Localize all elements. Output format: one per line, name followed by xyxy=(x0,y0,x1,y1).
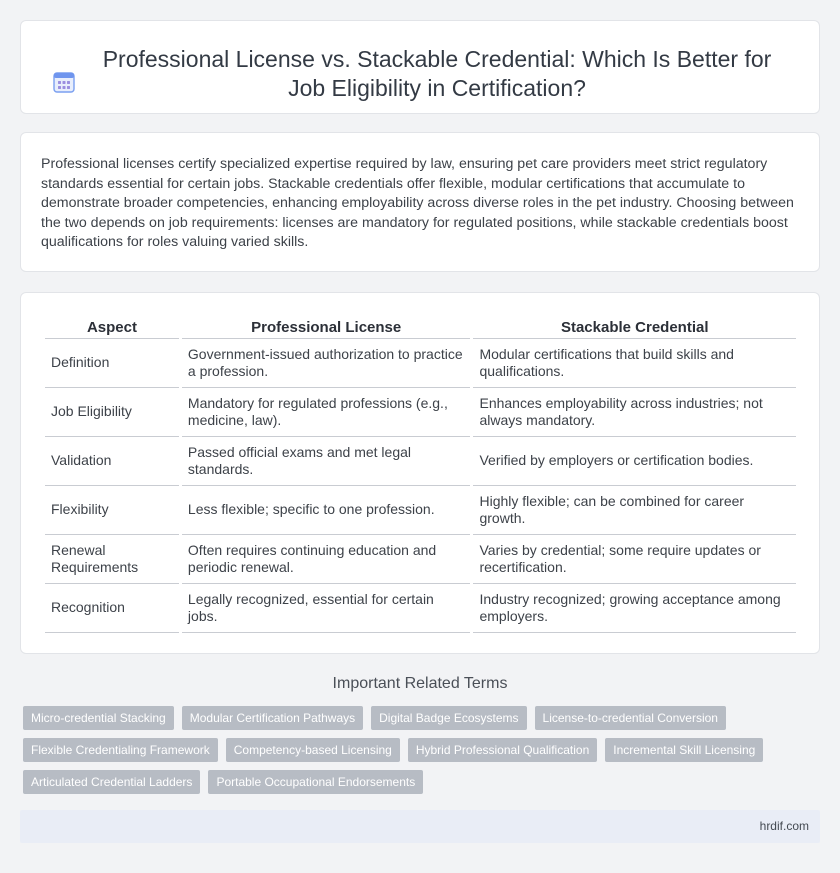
table-row xyxy=(45,339,796,388)
header-stackable-credential: Stackable Credential xyxy=(473,314,796,339)
row-license-value: Government-issued authorization to practice a profession. xyxy=(182,339,471,388)
row-aspect: Renewal Requirements xyxy=(45,535,179,584)
row-credential-value: Enhances employability across industries; not always mandatory. xyxy=(473,388,796,437)
row-credential-value: Industry recognized; growing acceptance among employers. xyxy=(473,584,796,633)
row-credential-value: Varies by credential; some require updates or recertification. xyxy=(473,535,796,584)
related-term-tag[interactable]: Portable Occupational Endorsements xyxy=(208,770,423,794)
related-term-tag[interactable]: Modular Certification Pathways xyxy=(182,706,363,730)
footer-site[interactable]: hrdif.com xyxy=(759,819,809,833)
table-row xyxy=(45,486,796,535)
table-row xyxy=(45,584,796,633)
tag-row xyxy=(23,738,813,762)
row-license-value: Legally recognized, essential for certain jobs. xyxy=(182,584,471,633)
related-term-tag[interactable]: Digital Badge Ecosystems xyxy=(371,706,526,730)
comparison-table xyxy=(42,314,799,633)
intro-paragraph: Professional licenses certify specialized expertise required by law, ensuring pet care providers meet strict regulatory standards essential for certain jobs. Stackable credentials offer flexible, modular certifications that accumulate to demonstrate broader competencies, enhancing employability across diverse roles in the pet industry. Choosing between the two depends on job requirements: licenses are mandatory for regulated positions, while stackable credentials boost qualifications for roles valuing varied skills. xyxy=(41,156,794,251)
related-term-tag[interactable]: Hybrid Professional Qualification xyxy=(408,738,597,762)
row-license-value: Less flexible; specific to one profession. xyxy=(182,486,471,535)
calendar-icon xyxy=(52,70,76,94)
page-title: Professional License vs. Stackable Credential: Which Is Better for Job Eligibility in Certification? xyxy=(102,46,772,101)
related-terms-title: Important Related Terms xyxy=(332,675,508,692)
tag-row xyxy=(23,770,813,794)
row-aspect: Recognition xyxy=(45,584,179,633)
related-term-tag[interactable]: Micro-credential Stacking xyxy=(23,706,174,730)
row-credential-value: Modular certifications that build skills and qualifications. xyxy=(473,339,796,388)
tag-row xyxy=(23,706,813,730)
related-term-tag[interactable]: Incremental Skill Licensing xyxy=(605,738,763,762)
row-aspect: Job Eligibility xyxy=(45,388,179,437)
title-card xyxy=(20,20,820,114)
row-aspect: Validation xyxy=(45,437,179,486)
intro-card xyxy=(20,132,820,272)
related-term-tag[interactable]: Flexible Credentialing Framework xyxy=(23,738,218,762)
row-license-value: Passed official exams and met legal standards. xyxy=(182,437,471,486)
related-term-tag[interactable]: Competency-based Licensing xyxy=(226,738,400,762)
related-term-tag[interactable]: Articulated Credential Ladders xyxy=(23,770,200,794)
row-aspect: Definition xyxy=(45,339,179,388)
comparison-card xyxy=(20,292,820,654)
related-term-tag[interactable]: License-to-credential Conversion xyxy=(535,706,726,730)
table-row xyxy=(45,388,796,437)
footer xyxy=(20,810,820,843)
row-aspect: Flexibility xyxy=(45,486,179,535)
header-professional-license: Professional License xyxy=(182,314,471,339)
row-credential-value: Verified by employers or certification bodies. xyxy=(473,437,796,486)
related-terms-tags xyxy=(23,706,813,802)
page-title-wrap xyxy=(21,45,819,103)
row-license-value: Mandatory for regulated professions (e.g., medicine, law). xyxy=(182,388,471,437)
table-header-row xyxy=(45,314,796,339)
table-row xyxy=(45,535,796,584)
table-row xyxy=(45,437,796,486)
header-aspect: Aspect xyxy=(45,314,179,339)
row-credential-value: Highly flexible; can be combined for career growth. xyxy=(473,486,796,535)
row-license-value: Often requires continuing education and periodic renewal. xyxy=(182,535,471,584)
